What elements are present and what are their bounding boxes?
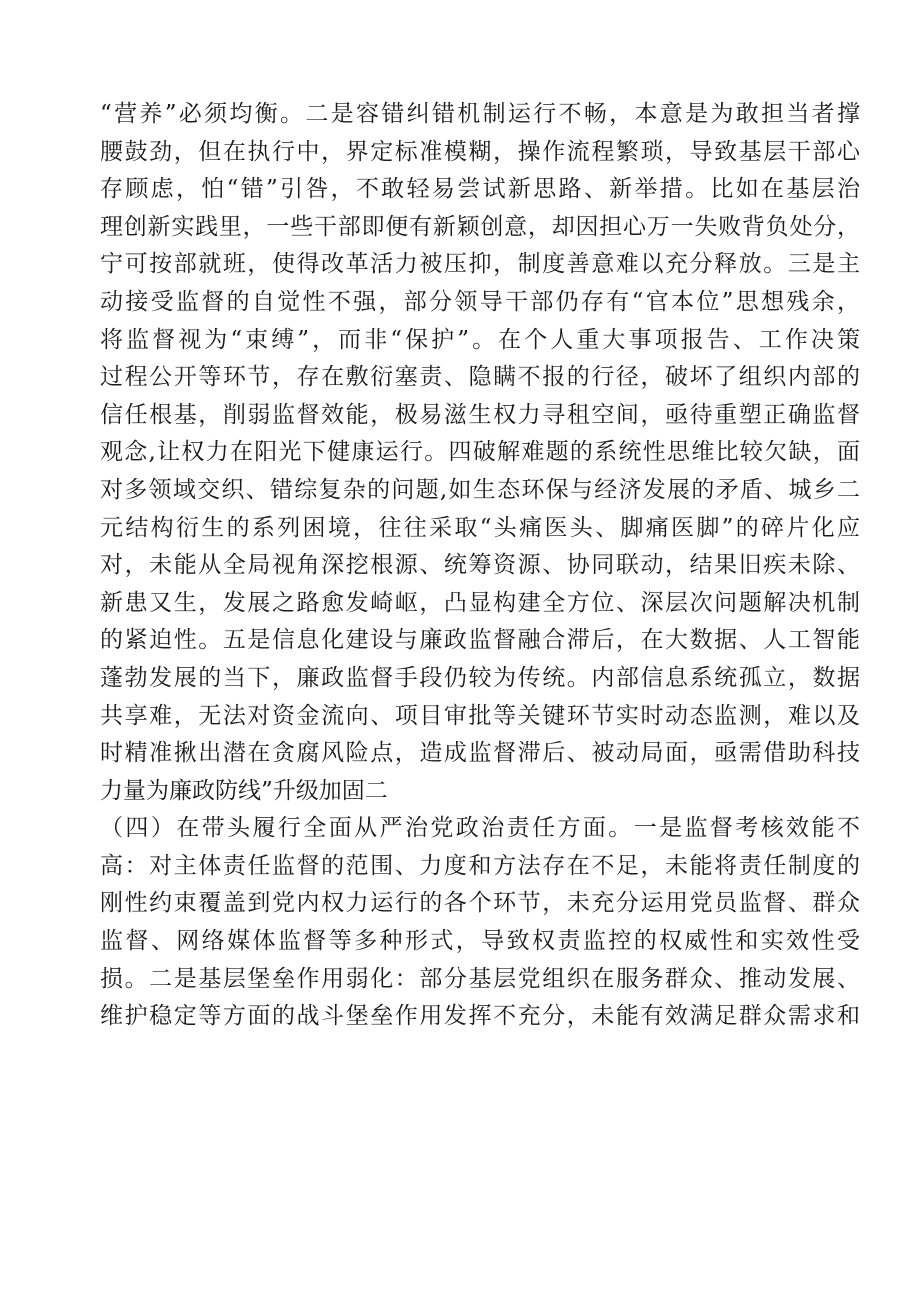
text-line: 高：对主体责任监督的范围、力度和方法存在不足，未能将责任制度的 — [100, 852, 860, 879]
text-line: 损。二是基层堡垒作用弱化：部分基层党组织在服务群众、推动发展、 — [100, 965, 860, 992]
text-line: 蓬勃发展的当下，廉政监督手段仍较为传统。内部信息系统孤立，数据 — [100, 664, 860, 691]
text-line: 力量为廉政防线”升级加固二 — [100, 777, 388, 804]
text-line: “营养”必须均衡。二是容错纠错机制运行不畅，本意是为敢担当者撑 — [100, 101, 860, 127]
section-heading-line: （四）在带头履行全面从严治党政治责任方面。一是监督考核效能不 — [100, 815, 860, 842]
text-line: 观念,让权力在阳光下健康运行。四破解难题的系统性思维比较欠缺，面 — [100, 439, 860, 466]
text-line: 元结构衍生的系列困境，往往采取“头痛医头、脚痛医脚”的碎片化应 — [100, 514, 860, 541]
text-line: 将监督视为“束缚”，而非“保护”。在个人重大事项报告、工作决策 — [100, 326, 860, 353]
text-line: 维护稳定等方面的战斗堡垒作用发挥不充分，未能有效满足群众需求和 — [100, 1003, 860, 1030]
text-line: 时精准揪出潜在贪腐风险点，造成监督滞后、被动局面，亟需借助科技 — [100, 740, 860, 767]
text-line: 刚性约束覆盖到党内权力运行的各个环节，未充分运用党员监督、群众 — [100, 890, 860, 917]
text-line: 过程公开等环节，存在敷衍塞责、隐瞒不报的行径，破坏了组织内部的 — [100, 364, 860, 391]
text-line: 动接受监督的自觉性不强，部分领导干部仍存有“官本位”思想残余， — [100, 288, 860, 315]
text-line: 理创新实践里，一些干部即便有新颖创意，却因担心万一失败背负处分， — [100, 213, 860, 240]
text-line: 存顾虑，怕“错”引咎，不敢轻易尝试新思路、新举措。比如在基层治 — [100, 176, 860, 203]
text-line: 腰鼓劲，但在执行中，界定标准模糊，操作流程繁琐，导致基层干部心 — [100, 138, 860, 165]
text-line: 宁可按部就班，使得改革活力被压抑，制度善意难以充分释放。三是主 — [100, 251, 860, 278]
text-line: 信任根基，削弱监督效能，极易滋生权力寻租空间，亟待重塑正确监督 — [100, 401, 860, 428]
text-line: 监督、网络媒体监督等多种形式，导致权责监控的权威性和实效性受 — [100, 928, 860, 955]
text-line: 的紧迫性。五是信息化建设与廉政监督融合滞后，在大数据、人工智能 — [100, 627, 860, 654]
text-line: 新患又生，发展之路愈发崎岖，凸显构建全方位、深层次问题解决机制 — [100, 589, 860, 616]
text-line: 对多领域交织、错综复杂的问题,如生态环保与经济发展的矛盾、城乡二 — [100, 476, 860, 503]
text-line: 对，未能从全局视角深挖根源、统筹资源、协同联动，结果旧疾未除、 — [100, 552, 860, 579]
body-text — [100, 96, 860, 1036]
text-line: 共享难，无法对资金流向、项目审批等关键环节实时动态监测，难以及 — [100, 702, 860, 729]
